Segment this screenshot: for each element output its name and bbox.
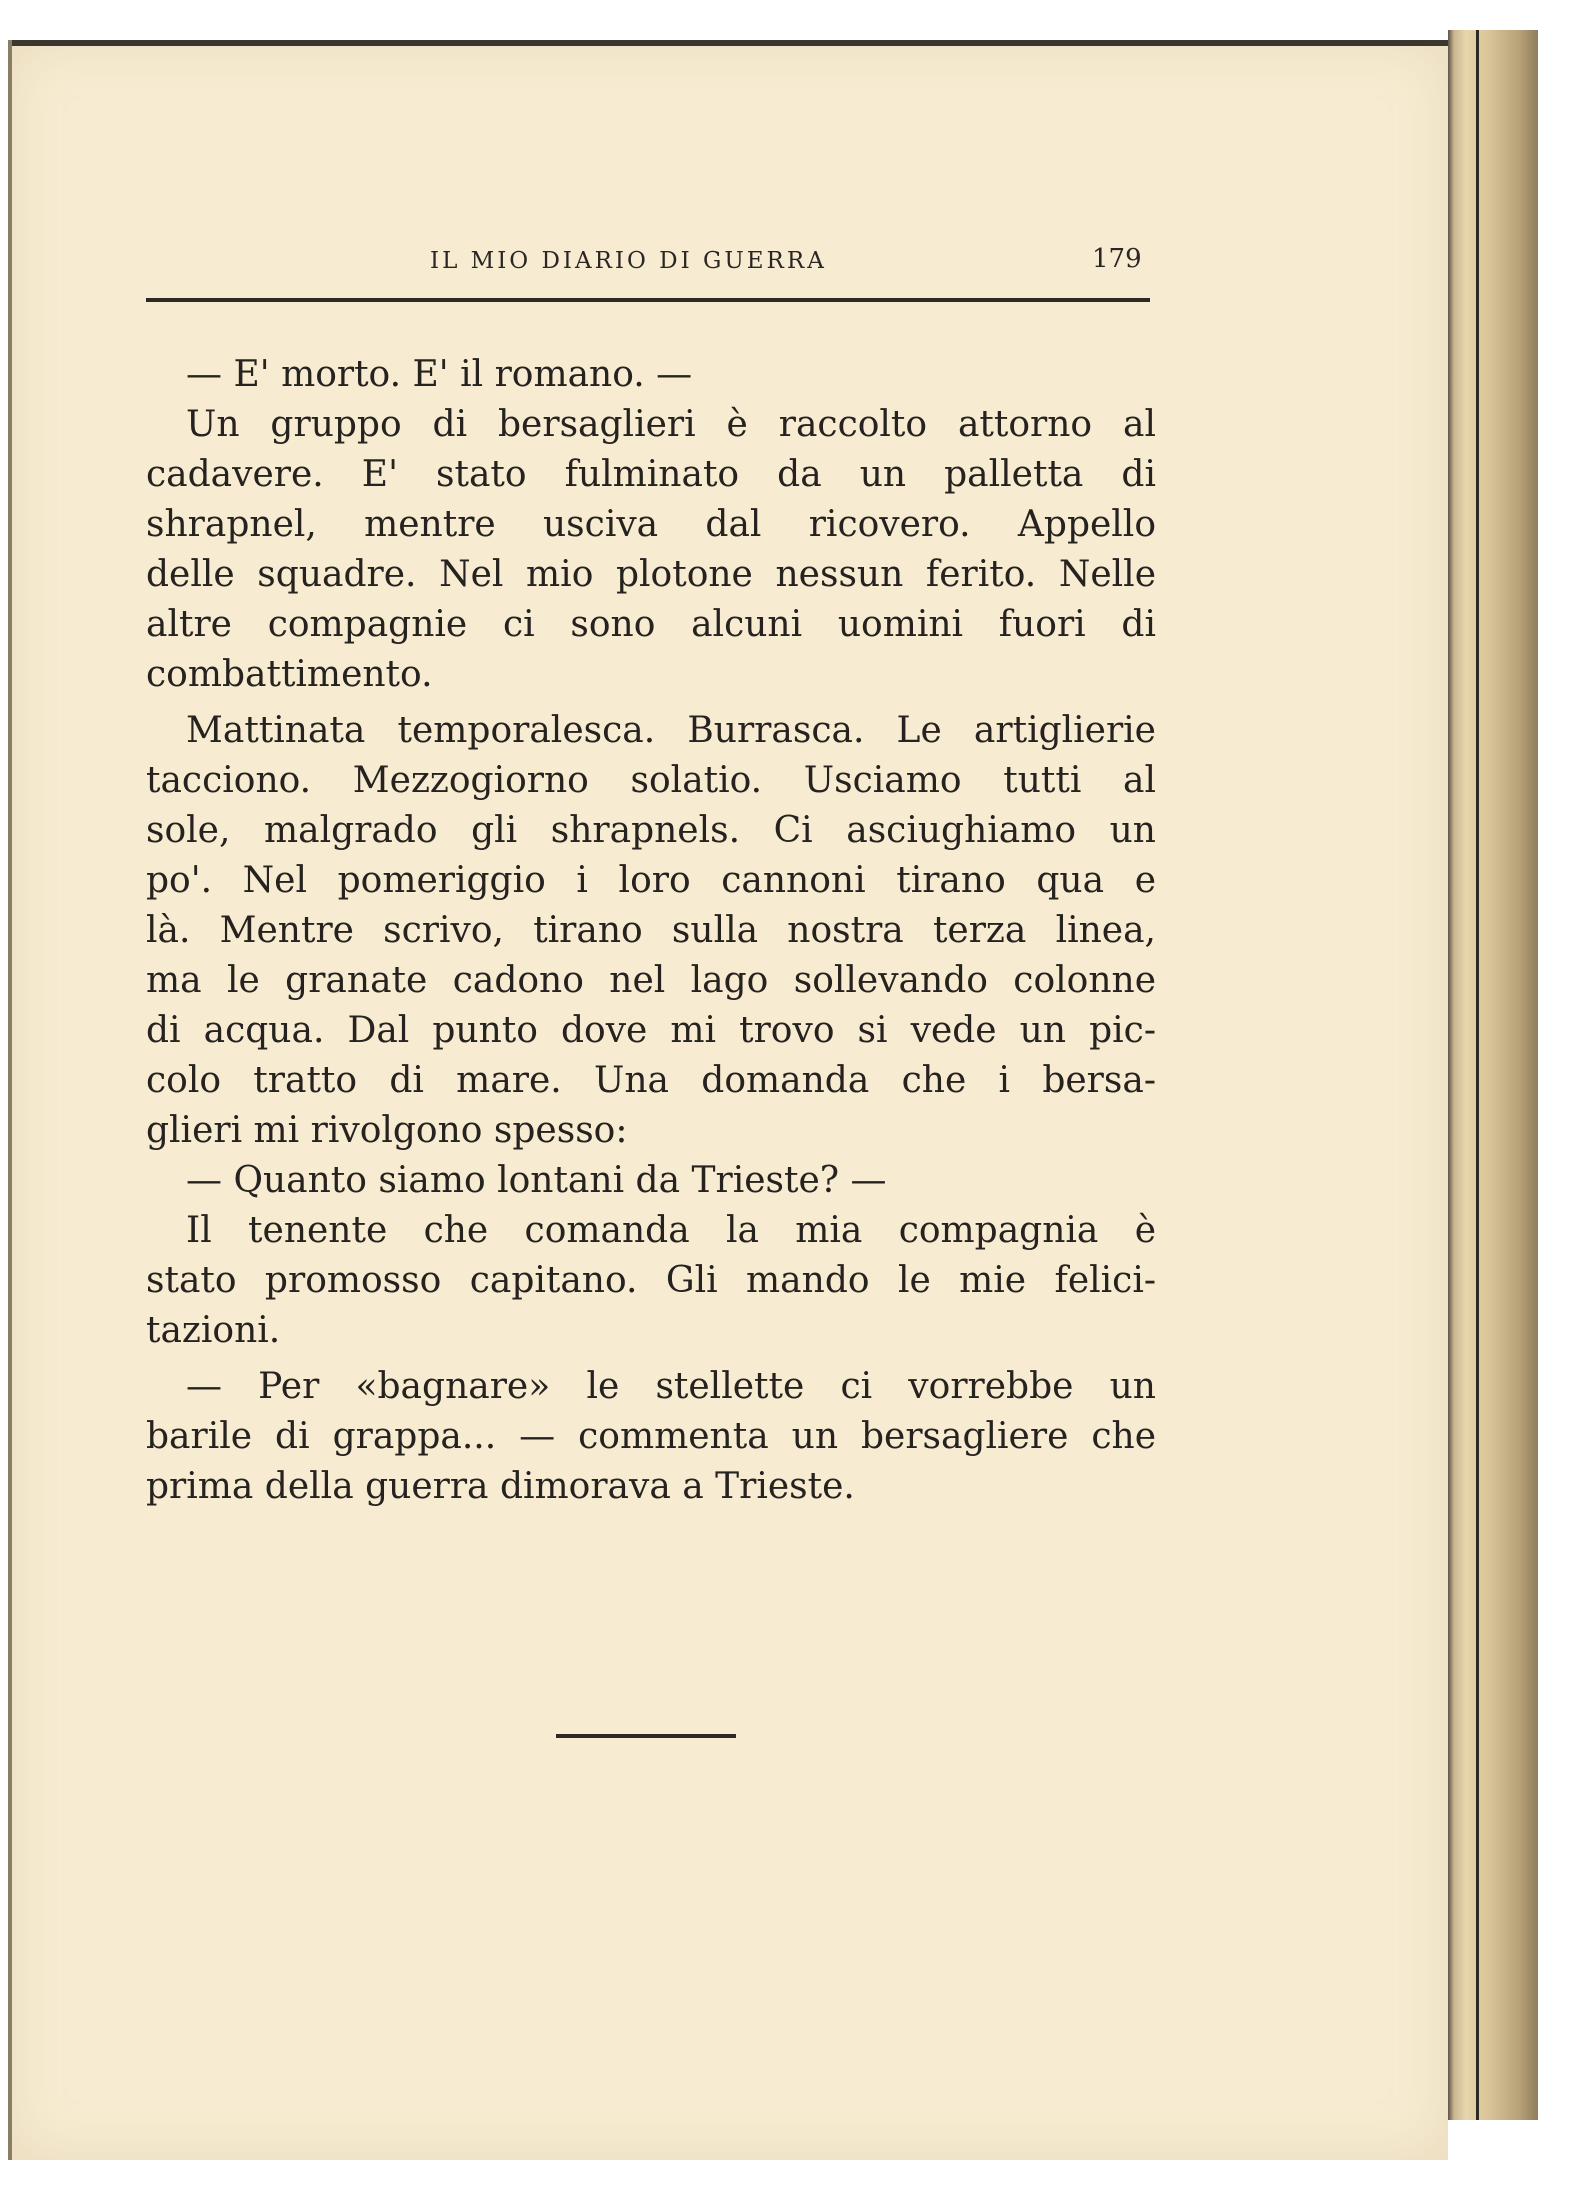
text-line: stato promosso capitano. Gli mando le mie felici- (146, 1260, 1156, 1301)
text-line: cadavere. E' stato fulminato da un palletta di (146, 454, 1156, 495)
text-line: tacciono. Mezzogiorno solatio. Usciamo tutti al (146, 760, 1156, 801)
text-line: Mattinata temporalesca. Burrasca. Le artiglierie (186, 710, 1156, 751)
text-line: tazioni. (146, 1310, 281, 1351)
text-line: — Quanto siamo lontani da Trieste? — (186, 1160, 887, 1201)
text-line: shrapnel, mentre usciva dal ricovero. Appello (146, 504, 1156, 545)
text-line: delle squadre. Nel mio plotone nessun ferito. Nelle (146, 554, 1156, 595)
text-line: prima della guerra dimorava a Trieste. (146, 1466, 855, 1507)
body-text (146, 350, 1156, 1512)
text-line: ma le granate cadono nel lago sollevando colonne (146, 960, 1156, 1001)
text-line: là. Mentre scrivo, tirano sulla nostra terza linea, (146, 910, 1156, 951)
text-line: po'. Nel pomeriggio i loro cannoni tirano qua e (146, 860, 1156, 901)
text-line: sole, malgrado gli shrapnels. Ci asciughiamo un (146, 810, 1156, 851)
book-spine-edge (1448, 30, 1538, 2120)
text-line: — E' morto. E' il romano. — (186, 354, 693, 395)
page-number: 179 (1092, 244, 1142, 274)
text-line: glieri mi rivolgono spesso: (146, 1110, 628, 1151)
page-top-edge (8, 40, 1448, 46)
text-line: altre compagnie ci sono alcuni uomini fuori di (146, 604, 1156, 645)
text-line: Un gruppo di bersaglieri è raccolto attorno al (186, 404, 1156, 445)
spine-shadow-line (1476, 30, 1479, 2120)
header-rule (146, 298, 1150, 302)
text-line: combattimento. (146, 654, 433, 695)
text-line: di acqua. Dal punto dove mi trovo si vede un pic- (146, 1010, 1156, 1051)
text-line: — Per «bagnare» le stellette ci vorrebbe un (186, 1366, 1156, 1407)
end-of-section-rule (556, 1734, 736, 1738)
text-line: barile di grappa... — commenta un bersagliere che (146, 1416, 1156, 1457)
text-line: Il tenente che comanda la mia compagnia è (186, 1210, 1156, 1251)
running-head-title: IL MIO DIARIO DI GUERRA (430, 248, 827, 274)
text-line: colo tratto di mare. Una domanda che i bersa- (146, 1060, 1156, 1101)
page-left-edge (8, 40, 12, 2160)
